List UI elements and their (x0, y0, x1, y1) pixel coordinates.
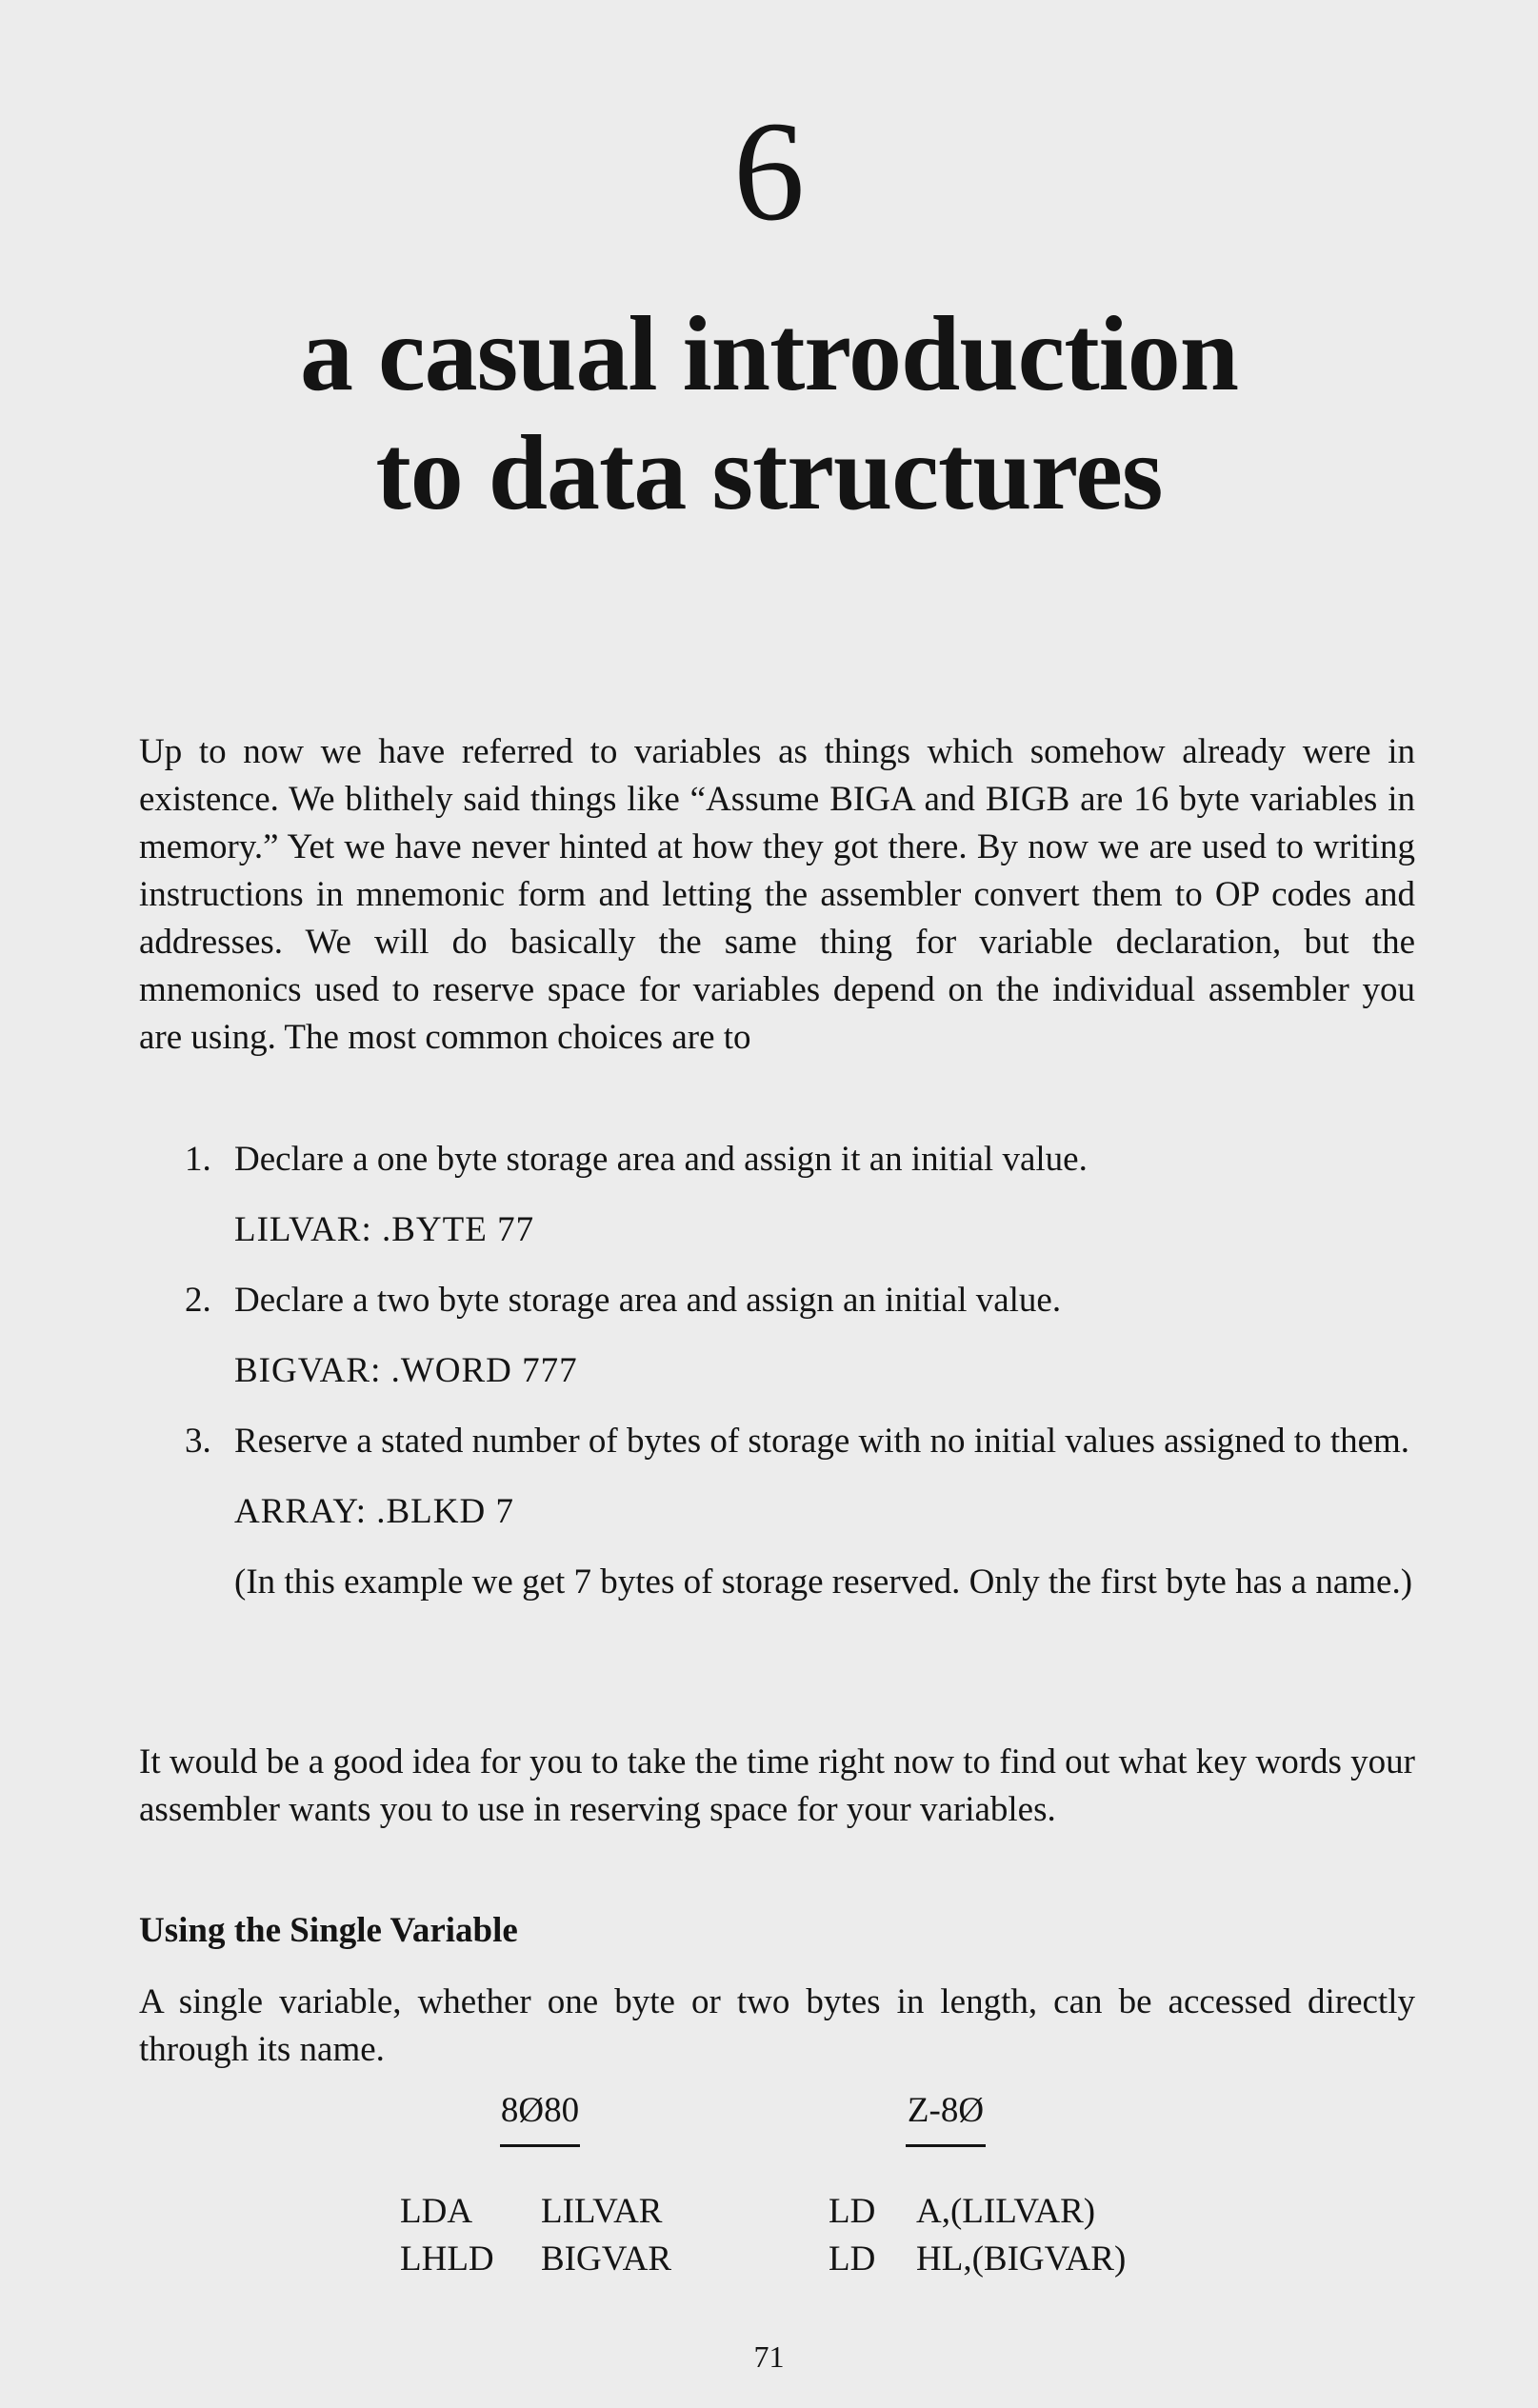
after-list-paragraph: It would be a good idea for you to take the time right now to find out what key words your assembler wants you to use in reserving space for your variables. (139, 1742, 1415, 1829)
column-header-8080 (478, 2087, 602, 2157)
chapter-title-line-2: to data structures (375, 414, 1163, 532)
intro-paragraph: Up to now we have referred to variables as things which somehow already were in existence. We blithely said things like “Assume BIGA and BIGB are 16 byte variables in memory.” Yet we have never hinted at how they got there. By now we are used to writing instructions in mnemonic form and letting the assembler convert them to OP codes and addresses. We will do basically the same thing for variable declaration, but the mnemonics used to reserve space for variables depend on the individual assembler you are using. The most common choices are to (139, 732, 1415, 1057)
list-item-text: Declare a two byte storage area and assign an initial value. (234, 1281, 1062, 1320)
code-row-8080-arg: LILVAR (541, 2192, 663, 2231)
column-header-rule (906, 2144, 986, 2147)
section-paragraph: A single variable, whether one byte or two bytes in length, can be accessed directly through its name. (139, 1982, 1415, 2069)
code-row-z80-op: LD (829, 2192, 876, 2231)
code-row-8080-op: LDA (400, 2192, 473, 2231)
code-row-z80-arg: HL,(BIGVAR) (916, 2239, 1127, 2279)
code-row-8080-op: LHLD (400, 2239, 494, 2279)
list-item (139, 1418, 1415, 1465)
section-heading: Using the Single Variable (139, 1911, 518, 1950)
code-row-8080-arg: BIGVAR (541, 2239, 672, 2279)
code-example: BIGVAR: .WORD 777 (234, 1351, 578, 1390)
column-header-8080-label: 8Ø80 (500, 2091, 580, 2130)
code-row-z80-arg: A,(LILVAR) (916, 2192, 1096, 2231)
list-note: (In this example we get 7 bytes of storage reserved. Only the first byte has a name.) (234, 1562, 1413, 1602)
column-header-rule (500, 2144, 580, 2147)
list-item (139, 1277, 1415, 1324)
chapter-title (0, 295, 1538, 533)
list-item-text: Declare a one byte storage area and assign it an initial value. (234, 1140, 1088, 1179)
list-item-text: Reserve a stated number of bytes of storage with no initial values assigned to them. (234, 1422, 1410, 1461)
column-header-z80 (884, 2087, 1008, 2157)
code-example: ARRAY: .BLKD 7 (234, 1492, 514, 1531)
list-item-number: 1. (185, 1140, 211, 1179)
page-number: 71 (753, 2339, 785, 2374)
code-example: LILVAR: .BYTE 77 (234, 1210, 535, 1249)
chapter-title-line-1: a casual introduction (299, 295, 1239, 413)
declaration-list (139, 1136, 1415, 1606)
code-row-z80-op: LD (829, 2239, 876, 2279)
list-item (139, 1136, 1415, 1184)
column-header-z80-label: Z-8Ø (907, 2091, 985, 2130)
list-item-number: 2. (185, 1281, 211, 1320)
list-item-number: 3. (185, 1422, 211, 1461)
chapter-number: 6 (733, 92, 805, 250)
